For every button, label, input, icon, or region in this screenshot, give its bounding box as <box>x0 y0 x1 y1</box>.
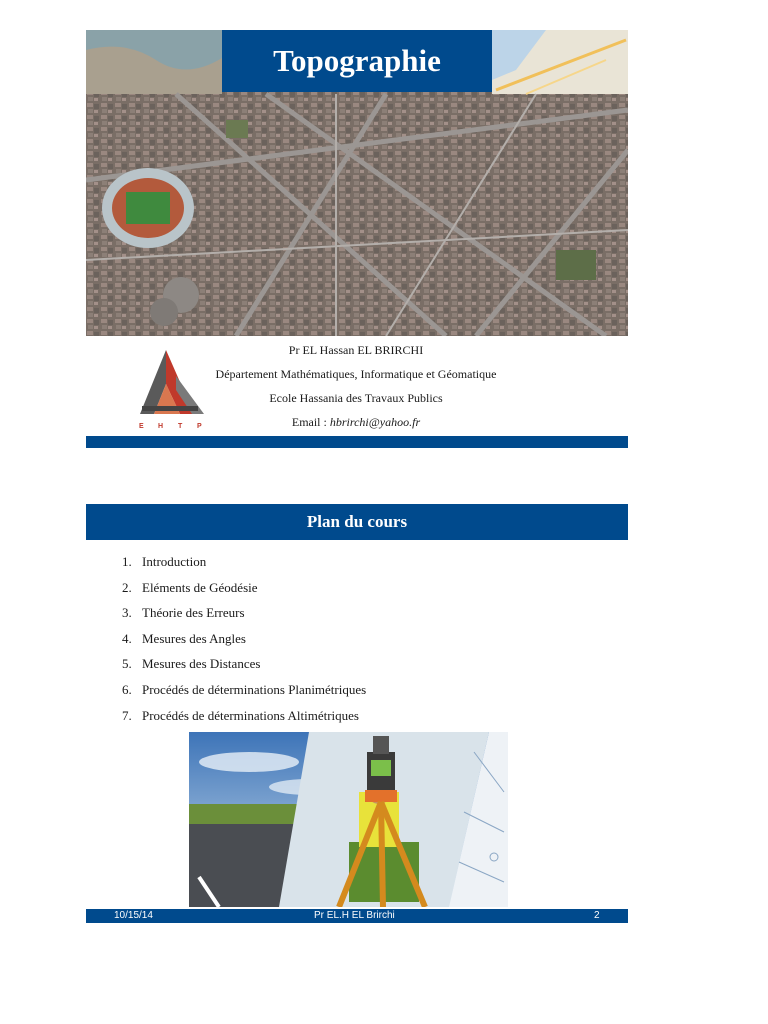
item-number: 7. <box>122 707 132 723</box>
list-item <box>122 552 366 578</box>
item-number: 3. <box>122 605 132 621</box>
plan-slide <box>86 504 628 924</box>
surveyor-photo <box>189 732 508 907</box>
item-number: 1. <box>122 554 132 569</box>
list-item <box>122 706 366 732</box>
email-address[interactable]: hbrirchi@yahoo.fr <box>329 415 421 429</box>
item-label: Mesures des Distances <box>142 656 261 672</box>
email-label: Email : <box>291 415 330 429</box>
author-name: Pr EL Hassan EL BRIRCHI <box>288 343 424 357</box>
item-number: 5. <box>122 656 132 672</box>
item-label: Introduction <box>142 554 207 569</box>
ehtp-logo <box>136 346 208 430</box>
school-name: Ecole Hassania des Travaux Publics <box>269 391 443 405</box>
footer-bar <box>86 909 628 923</box>
title-slide <box>86 30 628 450</box>
item-number: 6. <box>122 681 132 697</box>
item-label: Procédés de déterminations Altimétriques <box>142 707 359 723</box>
item-number: 4. <box>122 630 132 646</box>
svg-text:E: E <box>139 423 144 430</box>
item-label: Procédés de déterminations Planimétriques <box>142 681 367 697</box>
list-item <box>122 578 366 604</box>
author-block <box>86 336 628 436</box>
page-number: 2 <box>594 910 600 921</box>
slide-title: Topographie <box>222 30 492 92</box>
item-label: Théorie des Erreurs <box>142 605 245 621</box>
course-outline <box>122 552 366 731</box>
list-item <box>122 654 366 680</box>
item-label: Mesures des Angles <box>142 630 246 646</box>
plan-title: Plan du cours <box>86 504 628 540</box>
svg-text:T: T <box>178 423 183 430</box>
list-item <box>122 680 366 706</box>
footer-author: Pr EL.H EL Brirchi <box>314 910 395 921</box>
svg-text:H: H <box>158 423 164 430</box>
email-line <box>206 410 506 434</box>
list-item <box>122 629 366 655</box>
footer-date: 10/15/14 <box>114 910 153 921</box>
department: Département Mathématiques, Informatique et Géomatique <box>215 367 497 381</box>
item-number: 2. <box>122 579 132 595</box>
list-item <box>122 603 366 629</box>
bottom-bar <box>86 436 628 448</box>
svg-text:P: P <box>197 423 202 430</box>
item-label: Eléments de Géodésie <box>142 579 258 595</box>
author-info <box>206 338 506 434</box>
